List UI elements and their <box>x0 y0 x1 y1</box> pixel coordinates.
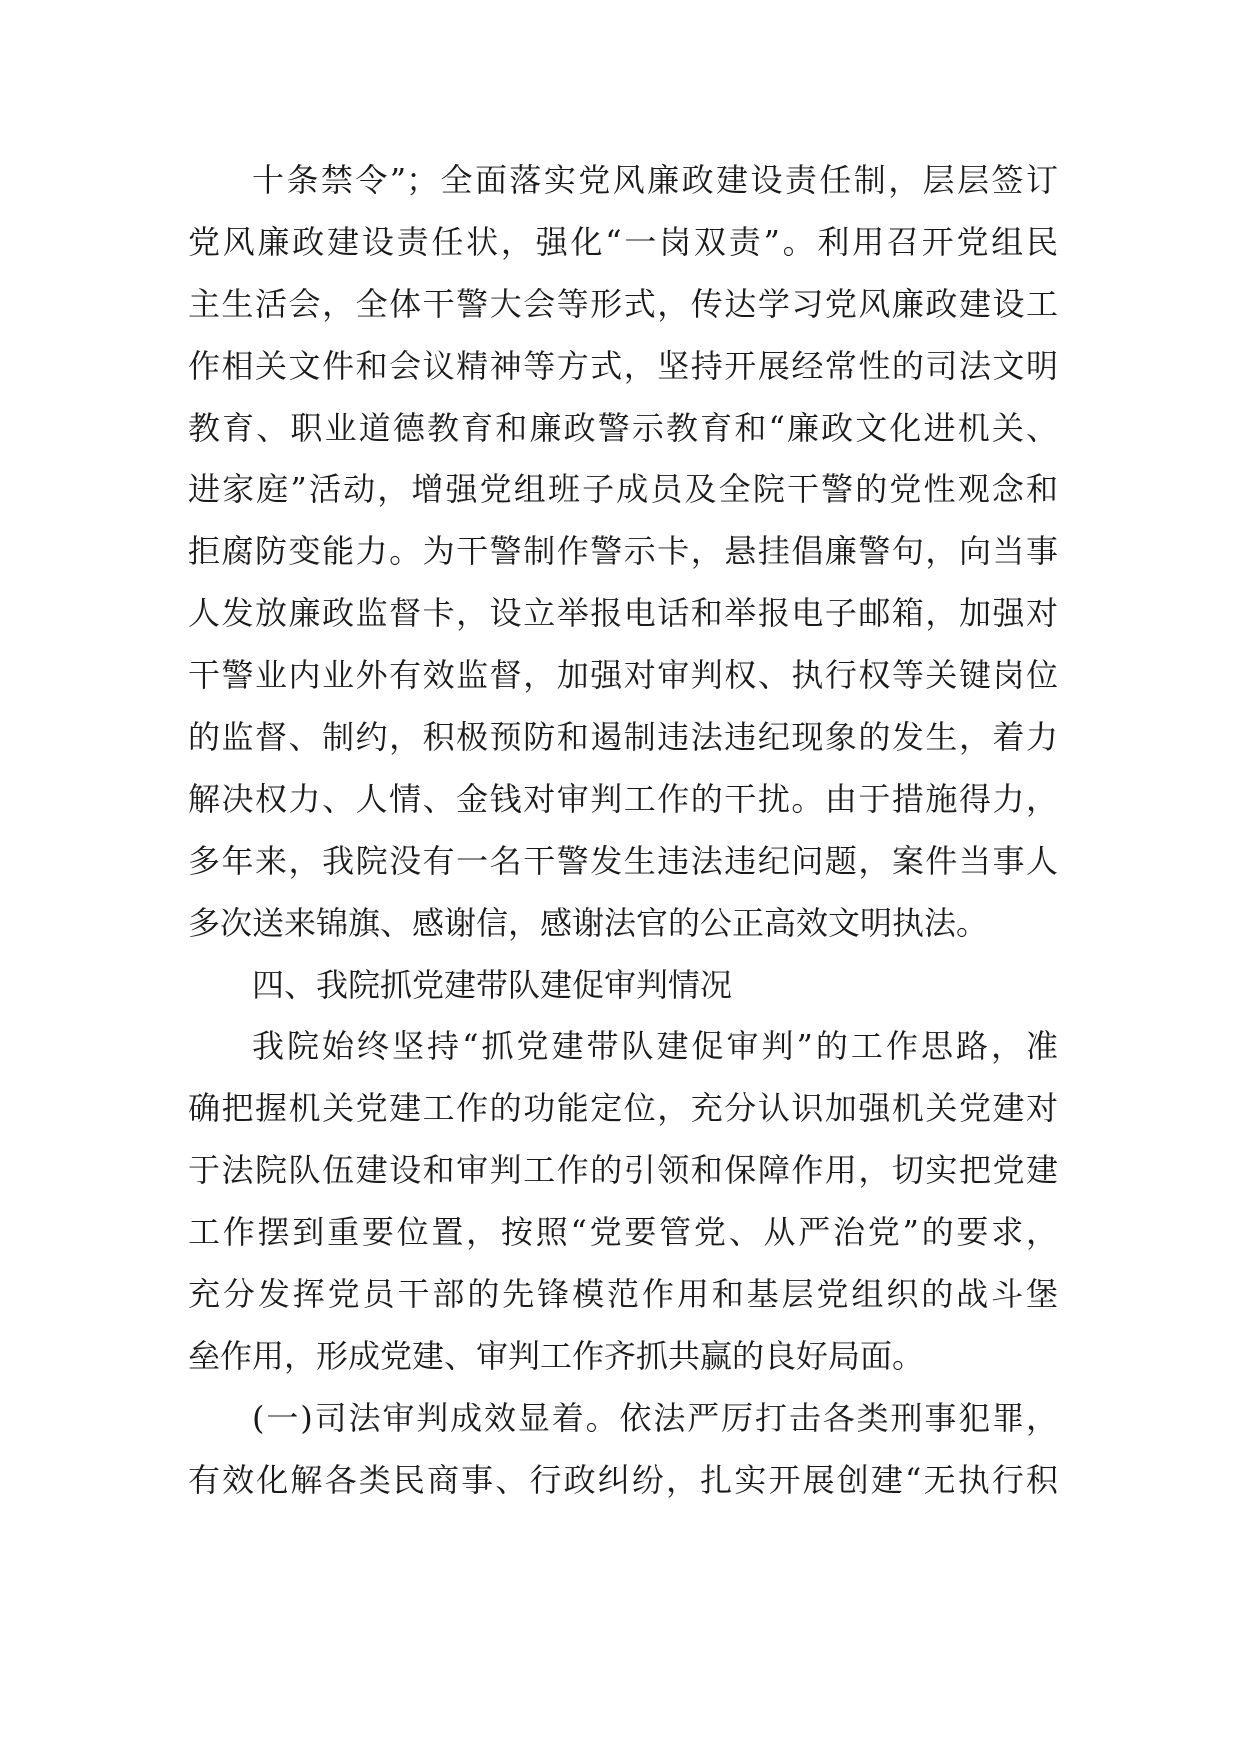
text-line-2: 党风廉政建设责任状，强化“一岗双责”。利用召开党组民 <box>188 222 1058 261</box>
text-line-19: 充分发挥党员干部的先锋模范作用和基层党组织的战斗堡 <box>188 1275 1058 1314</box>
text-line-9: 干警业内业外有效监督，加强对审判权、执行权等关键岗位 <box>188 656 1058 695</box>
subsection-line: (一)司法审判成效显着。依法严厉打击各类刑事犯罪， <box>252 1398 1058 1437</box>
text-line-12: 多年来，我院没有一名干警发生违法违纪问题，案件当事人 <box>188 841 1058 880</box>
text-line-6: 进家庭”活动，增强党组班子成员及全院干警的党性观念和 <box>188 470 1058 509</box>
text-line-5: 教育、职业道德教育和廉政警示教育和“廉政文化进机关、 <box>188 408 1058 447</box>
text-line-18: 工作摆到重要位置，按照“党要管党、从严治党”的要求， <box>188 1213 1058 1252</box>
text-line-4: 作相关文件和会议精神等方式，坚持开展经常性的司法文明 <box>188 346 1058 385</box>
text-line-15: 我院始终坚持“抓党建带队建促审判”的工作思路，准 <box>252 1027 1058 1066</box>
text-line-8: 人发放廉政监督卡，设立举报电话和举报电子邮箱，加强对 <box>188 594 1058 633</box>
text-line-20: 垒作用，形成党建、审判工作齐抓共赢的良好局面。 <box>188 1336 925 1375</box>
section-heading: 四、我院抓党建带队建促审判情况 <box>252 965 733 1004</box>
text-line-16: 确把握机关党建工作的功能定位，充分认识加强机关党建对 <box>188 1089 1058 1128</box>
text-line-1: 十条禁令”；全面落实党风廉政建设责任制，层层签订 <box>252 161 1058 199</box>
text-line-13: 多次送来锦旗、感谢信，感谢法官的公正高效文明执法。 <box>188 903 989 942</box>
text-line-10: 的监督、制约，积极预防和遏制违法违纪现象的发生，着力 <box>188 718 1058 757</box>
text-line-7: 拒腐防变能力。为干警制作警示卡，悬挂倡廉警句，向当事 <box>188 532 1058 571</box>
text-line-17: 于法院队伍建设和审判工作的引领和保障作用，切实把党建 <box>188 1151 1058 1190</box>
text-line-3: 主生活会，全体干警大会等形式，传达学习党风廉政建设工 <box>188 284 1058 323</box>
text-line-11: 解决权力、人情、金钱对审判工作的干扰。由于措施得力， <box>188 779 1058 818</box>
body-text <box>188 150 1058 1512</box>
text-line-22: 有效化解各类民商事、行政纠纷，扎实开展创建“无执行积 <box>188 1460 1058 1499</box>
